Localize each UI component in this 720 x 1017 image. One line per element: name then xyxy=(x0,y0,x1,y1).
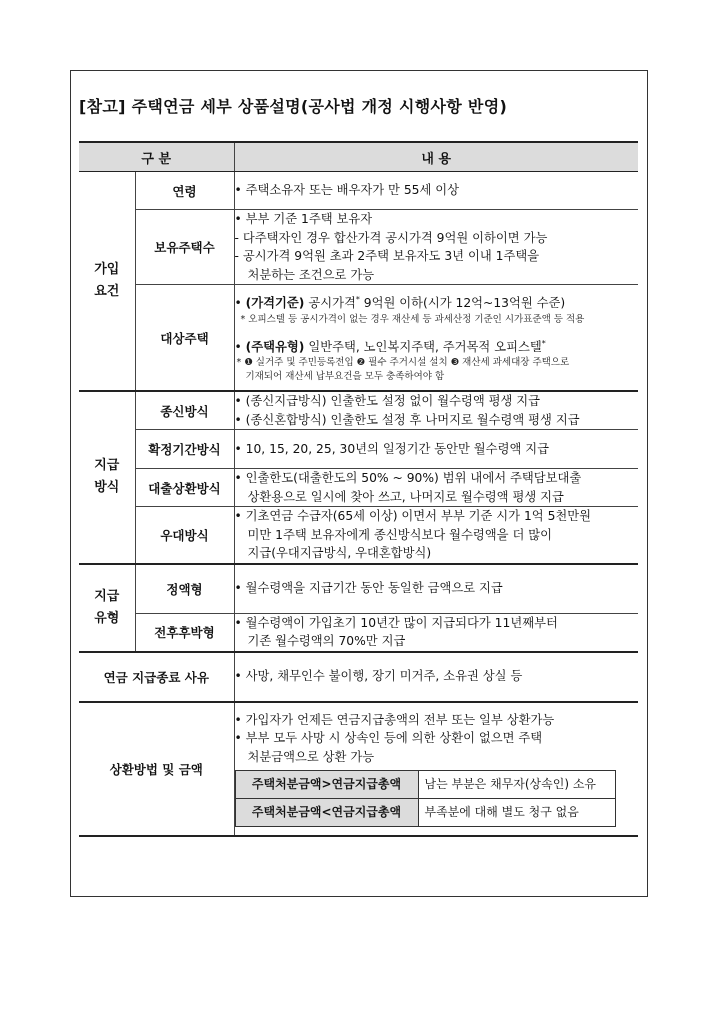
table-row xyxy=(79,210,638,285)
label-front-loaded: 전후후박형 xyxy=(135,613,234,652)
content-line: • 부부 기준 1주택 보유자 xyxy=(234,212,373,226)
content-loan-repayment xyxy=(234,469,638,507)
house-type-text: 일반주택, 노인복지주택, 주거목적 오피스텔 xyxy=(304,339,542,354)
table-row xyxy=(79,430,638,469)
content-owned-houses xyxy=(234,210,638,285)
label-loan-repayment: 대출상환방식 xyxy=(135,469,234,507)
label-lifetime: 종신방식 xyxy=(135,391,234,430)
comparison-value: 부족분에 대해 별도 청구 없음 xyxy=(418,799,615,827)
footnote-mark: * xyxy=(355,295,360,304)
product-table xyxy=(79,141,638,837)
header-content: 내 용 xyxy=(234,142,638,172)
label-owned-houses: 보유주택수 xyxy=(135,210,234,285)
content-front-loaded xyxy=(234,613,638,652)
label-target-house: 대상주택 xyxy=(135,285,234,392)
table-row xyxy=(79,507,638,564)
house-type-note: * ❶ 실거주 및 주민등록전입 ❷ 필수 주거시설 설치 ❸ 재산세 과세대장 주택으로 xyxy=(236,357,570,369)
label-preferential: 우대방식 xyxy=(135,507,234,564)
table-row xyxy=(79,702,638,837)
label-fixed-period: 확정기간방식 xyxy=(135,430,234,469)
label-repayment: 상환방법 및 금액 xyxy=(79,702,234,837)
content-line: - 공시가격 9억원 초과 2주택 보유자도 3년 이내 1주택을 xyxy=(234,249,540,263)
table-row xyxy=(79,172,638,210)
comparison-key: 주택처분금액>연금지급총액 xyxy=(235,771,418,799)
content-line: 처분하는 조건으로 가능 xyxy=(247,267,375,282)
table-row xyxy=(79,564,638,614)
content-line: • 인출한도(대출한도의 50% ~ 90%) 범위 내에서 주택담보대출 xyxy=(234,471,582,486)
category-payment-method-label: 지급 방식 xyxy=(94,458,120,496)
table-row xyxy=(79,613,638,652)
price-criteria-line xyxy=(235,291,639,313)
label-termination: 연금 지급종료 사유 xyxy=(79,652,234,702)
content-line: 미만 1주택 보유자에게 종신방식보다 월수령액을 더 많이 xyxy=(247,527,552,542)
content-line: 지급(우대지급방식, 우대혼합방식) xyxy=(247,546,432,561)
content-preferential xyxy=(234,507,638,564)
house-type-line xyxy=(235,335,639,357)
content-line: - 다주택자인 경우 합산가격 공시가격 9억원 이하이면 가능 xyxy=(234,230,548,245)
table-row xyxy=(79,285,638,392)
content-line: • 10, 15, 20, 25, 30년의 일정기간 동안만 월수령액 지급 xyxy=(234,441,549,456)
comparison-row xyxy=(235,799,615,827)
content-line: • 사망, 채무인수 불이행, 장기 미거주, 소유권 상실 등 xyxy=(234,669,523,684)
table-header-row xyxy=(79,142,638,172)
content-line: • 부부 모두 사망 시 상속인 등에 의한 상환이 없으면 주택 xyxy=(234,731,543,746)
table-row xyxy=(79,391,638,430)
bullet: • xyxy=(234,296,246,311)
price-criteria-text: 공시가격 xyxy=(304,296,356,311)
category-payment-type xyxy=(79,564,135,652)
category-eligibility-label: 가입 요건 xyxy=(94,262,120,300)
content-termination xyxy=(234,652,638,702)
house-type-tag: (주택유형) xyxy=(245,339,305,354)
category-payment-type-label: 지급 유형 xyxy=(94,588,120,626)
price-note: * 오피스텔 등 공시가격이 없는 경우 재산세 등 과세산정 기준인 시가표준액 등 적용 xyxy=(240,313,585,325)
comparison-value: 남는 부분은 채무자(상속인) 소유 xyxy=(418,771,615,799)
content-line: • 기초연금 수급자(65세 이상) 이면서 부부 기준 시가 1억 5천만원 xyxy=(234,509,592,524)
content-line: 처분금액으로 상환 가능 xyxy=(247,749,375,764)
category-payment-method xyxy=(79,391,135,564)
table-row xyxy=(79,652,638,702)
content-target-house xyxy=(234,285,638,392)
label-fixed-amount: 정액형 xyxy=(135,564,234,614)
comparison-key: 주택처분금액<연금지급총액 xyxy=(235,799,418,827)
label-age: 연령 xyxy=(135,172,234,210)
content-line: 기존 월수령액의 70%만 지급 xyxy=(247,634,406,649)
content-line: • 가입자가 언제든 연금지급총액의 전부 또는 일부 상환가능 xyxy=(234,712,555,727)
price-criteria-tag: (가격기준) xyxy=(245,296,305,311)
content-lifetime xyxy=(234,391,638,430)
content-age xyxy=(234,172,638,210)
footnote-mark: * xyxy=(541,338,546,348)
content-line: • 월수령액이 가입초기 10년간 많이 지급되다가 11년째부터 xyxy=(234,615,558,630)
category-eligibility xyxy=(79,172,135,392)
content-fixed-amount xyxy=(234,564,638,614)
content-fixed-period xyxy=(234,430,638,469)
header-category: 구 분 xyxy=(79,142,234,172)
house-type-note: 기재되어 재산세 납부요건을 모두 충족하여야 함 xyxy=(245,371,445,383)
content-line: 상환용으로 일시에 찾아 쓰고, 나머지로 월수령액 평생 지급 xyxy=(247,489,564,504)
content-repayment xyxy=(234,702,638,837)
page-title: [참고] 주택연금 세부 상품설명(공사법 개정 시행사항 반영) xyxy=(79,97,508,116)
repayment-comparison-table xyxy=(235,770,616,827)
table-row xyxy=(79,469,638,507)
comparison-row xyxy=(235,771,615,799)
bullet: • xyxy=(234,339,246,354)
content-line: • (종신지급방식) 인출한도 설정 없이 월수령액 평생 지급 xyxy=(234,394,541,409)
content-line: • 주택소유자 또는 배우자가 만 55세 이상 xyxy=(234,183,460,198)
content-line: • 월수령액을 지급기간 동안 동일한 금액으로 지급 xyxy=(234,581,503,596)
price-criteria-rest: 9억원 이하(시가 12억~13억원 수준) xyxy=(359,296,566,311)
content-line: • (종신혼합방식) 인출한도 설정 후 나머지로 월수령액 평생 지급 xyxy=(234,412,580,427)
